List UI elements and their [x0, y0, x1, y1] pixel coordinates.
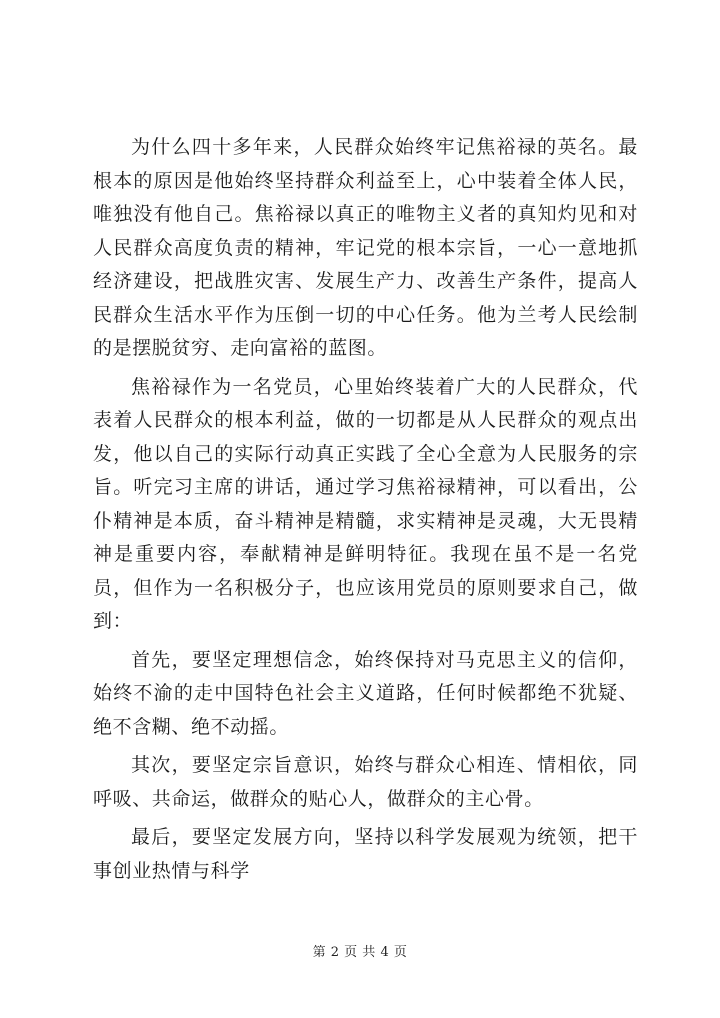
paragraph-3: 首先，要坚定理想信念，始终保持对马克思主义的信仰，始终不渝的走中国特色社会主义道路，任何时候都绝不犹疑、绝不含糊、绝不动摇。: [93, 648, 638, 738]
paragraph-4: 其次，要坚定宗旨意识，始终与群众心相连、情相依，同呼吸、共命运，做群众的贴心人，做群众的主心骨。: [93, 754, 638, 810]
paragraph-1: 为什么四十多年来，人民群众始终牢记焦裕禄的英名。最根本的原因是他始终坚持群众利益至上，心中装着全体人民，唯独没有他自己。焦裕禄以真正的唯物主义者的真知灼见和对人民群众高度负责的精神，牢记党的根本宗旨，一心一意地抓经济建设，把战胜灾害、发展生产力、改善生产条件，提高人民群众生活水平作为压倒一切的中心任务。他为兰考人民绘制的是摆脱贫穷、走向富裕的蓝图。: [93, 136, 638, 359]
paragraph-5: 最后，要坚定发展方向，坚持以科学发展观为统领，把干事创业热情与科学: [93, 826, 638, 882]
page-footer: [0, 941, 720, 960]
page-number-label: 第 2 页 共 4 页: [312, 945, 408, 960]
document-body: [93, 131, 638, 888]
paragraph-2: 焦裕禄作为一名党员，心里始终装着广大的人民群众，代表着人民群众的根本利益，做的一切都是从人民群众的观点出发，他以自己的实际行动真正实践了全心全意为人民服务的宗旨。听完习主席的讲话，通过学习焦裕禄精神，可以看出，公仆精神是本质，奋斗精神是精髓，求实精神是灵魂，大无畏精神是重要内容，奉献精神是鲜明特征。我现在虽不是一名党员，但作为一名积极分子，也应该用党员的原则要求自己，做到：: [93, 375, 638, 632]
